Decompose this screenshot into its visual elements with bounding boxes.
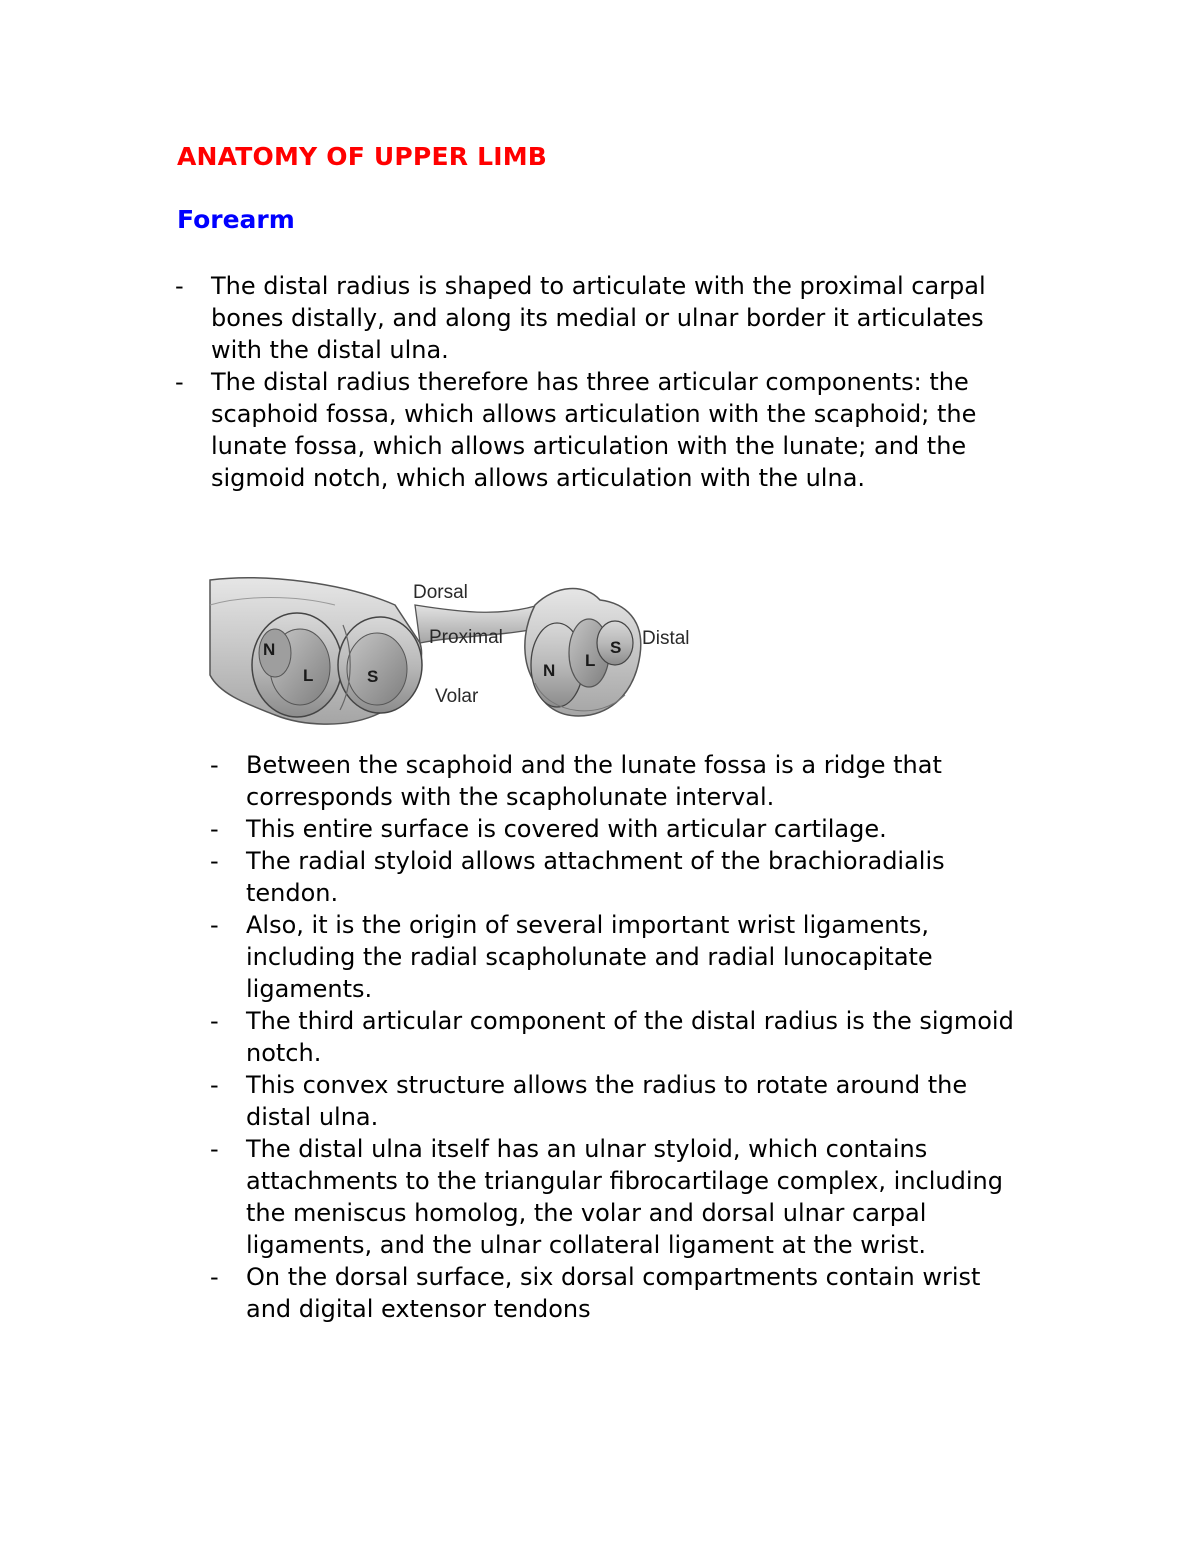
bullet-text: Also, it is the origin of several important wrist ligaments, including the radial scapholunate and radial lunocapitate ligaments. xyxy=(246,911,933,1003)
label-distal: Distal xyxy=(642,628,690,649)
distal-radius-side-view xyxy=(525,589,641,716)
bullet-dash: - xyxy=(210,1007,219,1035)
label-proximal: Proximal xyxy=(429,627,503,648)
list-item xyxy=(210,1261,1030,1325)
bullet-text: This convex structure allows the radius to rotate around the distal ulna. xyxy=(246,1071,968,1131)
label-s-left: S xyxy=(367,667,379,686)
list-item xyxy=(210,1133,1030,1261)
label-n-right: N xyxy=(543,661,556,680)
bullet-dash: - xyxy=(210,1135,219,1163)
distal-radius-figure xyxy=(205,565,705,735)
document-title: ANATOMY OF UPPER LIMB xyxy=(177,142,548,171)
intro-bullet-list xyxy=(175,270,1025,494)
bullet-dash: - xyxy=(210,815,219,843)
bullet-text: The distal radius therefore has three articular components: the scaphoid fossa, which allows articulation with the scaphoid; the lunate fossa, which allows articulation with the lunate; and the sigmoid notch, which allows articulation with the ulna. xyxy=(211,368,977,492)
distal-radius-end-view xyxy=(210,578,422,724)
label-volar: Volar xyxy=(435,686,479,707)
list-item xyxy=(210,813,1030,845)
bullet-text: On the dorsal surface, six dorsal compartments contain wrist and digital extensor tendons xyxy=(246,1263,981,1323)
list-item xyxy=(210,845,1030,909)
list-item xyxy=(210,909,1030,1005)
bullet-text: The distal ulna itself has an ulnar styloid, which contains attachments to the triangular fibrocartilage complex, including the meniscus homolog, the volar and dorsal ulnar carpal ligaments, and the ulnar collateral ligament at the wrist. xyxy=(246,1135,1003,1259)
bullet-text: The third articular component of the distal radius is the sigmoid notch. xyxy=(246,1007,1014,1067)
bullet-dash: - xyxy=(210,1263,219,1291)
bullet-dash: - xyxy=(210,1071,219,1099)
bullet-dash: - xyxy=(210,751,219,779)
label-dorsal: Dorsal xyxy=(413,582,468,603)
list-item xyxy=(210,749,1030,813)
detail-bullet-list xyxy=(210,749,1030,1325)
bullet-dash: - xyxy=(210,911,219,939)
list-item xyxy=(175,366,1025,494)
section-heading-forearm: Forearm xyxy=(177,205,295,234)
list-item xyxy=(210,1069,1030,1133)
list-item xyxy=(210,1005,1030,1069)
bullet-dash: - xyxy=(175,272,184,300)
bullet-dash: - xyxy=(175,368,184,396)
distal-radius-illustration xyxy=(205,565,705,735)
bullet-text: The radial styloid allows attachment of the brachioradialis tendon. xyxy=(246,847,945,907)
bullet-dash: - xyxy=(210,847,219,875)
bullet-text: The distal radius is shaped to articulate with the proximal carpal bones distally, and along its medial or ulnar border it articulates with the distal ulna. xyxy=(211,272,986,364)
bullet-text: Between the scaphoid and the lunate fossa is a ridge that corresponds with the scapholunate interval. xyxy=(246,751,942,811)
label-l-right: L xyxy=(585,651,596,670)
label-s-right: S xyxy=(610,638,622,657)
list-item xyxy=(175,270,1025,366)
label-n-left: N xyxy=(263,640,276,659)
label-l-left: L xyxy=(303,666,314,685)
bullet-text: This entire surface is covered with articular cartilage. xyxy=(246,815,887,843)
